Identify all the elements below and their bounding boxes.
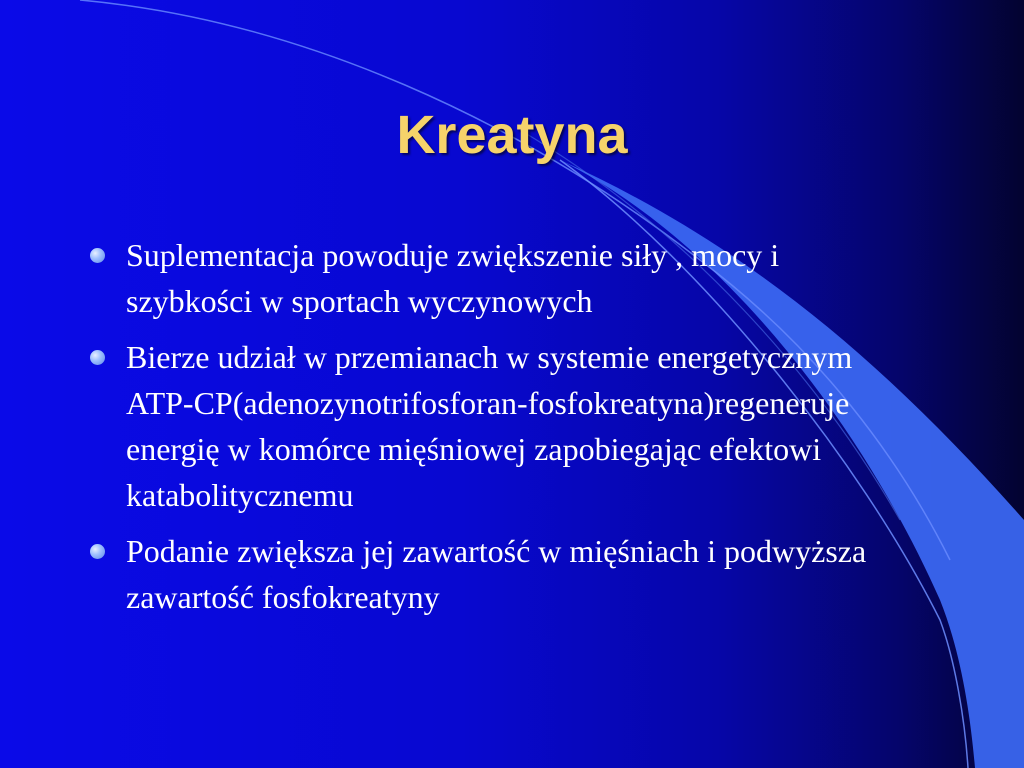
bullet-text: Podanie zwiększa jej zawartość w mięśniach i podwyższa zawartość fosfokreatyny <box>126 533 867 615</box>
bullet-item <box>88 334 888 518</box>
bullet-item <box>88 232 888 324</box>
bullet-item <box>88 528 888 620</box>
bullet-dot-icon <box>90 350 105 365</box>
bullet-dot-icon <box>90 248 105 263</box>
bullet-dot-icon <box>90 544 105 559</box>
bullet-text: Bierze udział w przemianach w systemie energetycznym ATP-CP(adenozynotrifosforan-fosfokreatyna)regeneruje energię w komórce mięśniowej zapobiegając efektowi katabolitycznemu <box>126 339 853 513</box>
bullet-text: Suplementacja powoduje zwiększenie siły , mocy i szybkości w sportach wyczynowych <box>126 237 780 319</box>
bullet-list <box>88 232 888 630</box>
slide-title: Kreatyna <box>396 105 628 165</box>
